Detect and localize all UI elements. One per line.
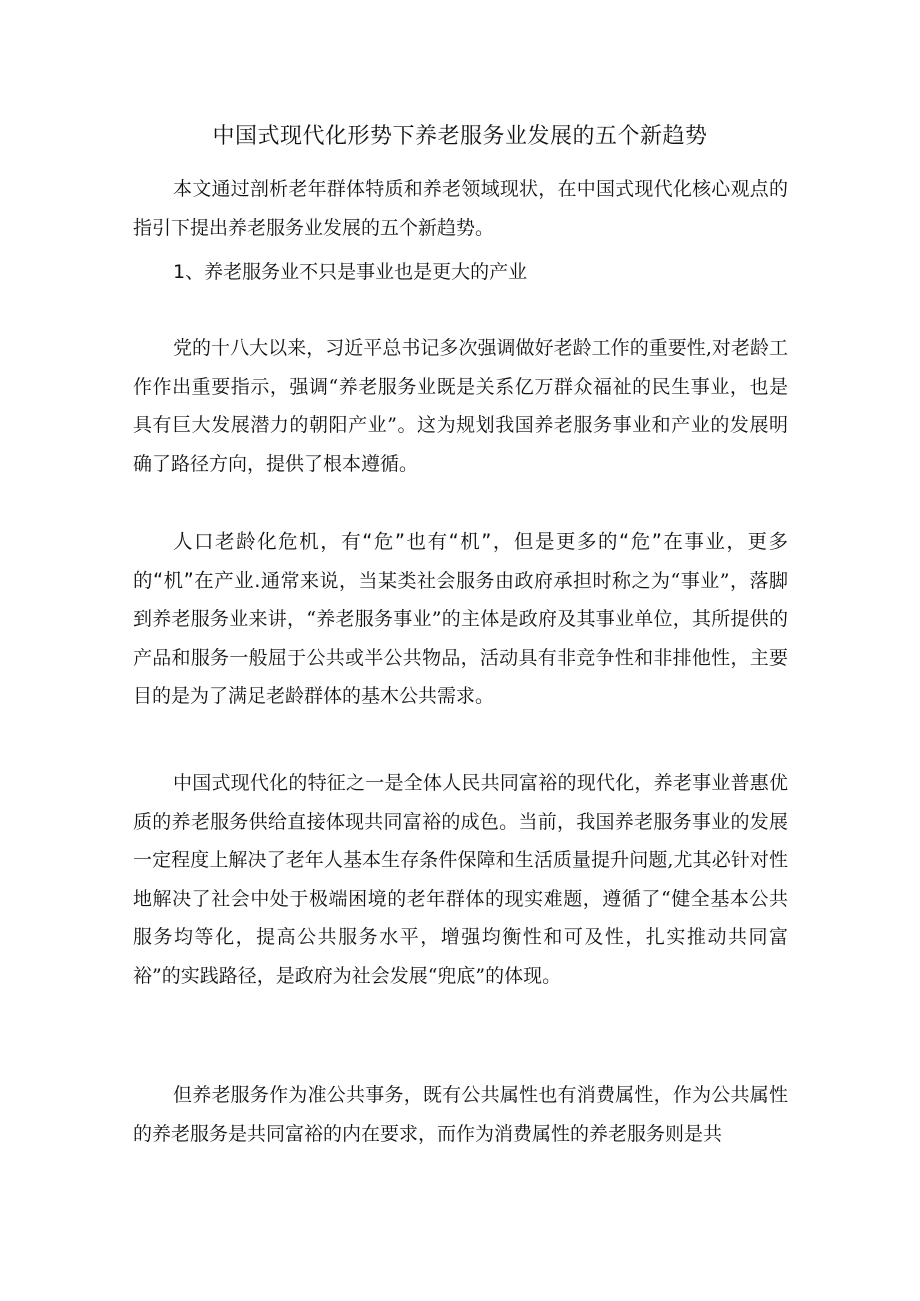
document-title: 中国式现代化形势下养老服务业发展的五个新趋势 <box>212 124 708 149</box>
body-paragraph-1: 党的十八大以来，习近平总书记多次强调做好老龄工作的重要性,对老龄工作作出重要指示，强调“养老服务业既是关系亿万群众福祉的民生事业，也是具有巨大发展潜力的朝阳产业”。这为规划我国养老服务事业和产业的发展明确了路径方向，提供了根本遵循。 <box>133 337 788 475</box>
body-paragraph-3: 中国式现代化的特征之一是全体人民共同富裕的现代化，养老事业普惠优质的养老服务供给直接体现共同富裕的成色。当前，我国养老服务事业的发展一定程度上解决了老年人基本生存条件保障和生活质量提升问题,尤其必针对性地解决了社会中处于极端困境的老年群体的现实难题，遵循了“健全基本公共服务均等化，提高公共服务水平，增强均衡性和可及性，扎实推动共同富裕”的实践路径，是政府为社会发展“兜底”的体现。 <box>133 772 788 987</box>
body-paragraph-2 <box>133 523 788 716</box>
body-paragraph-4: 但养老服务作为准公共事务，既有公共属性也有消费属性，作为公共属性的养老服务是共同富裕的内在要求，而作为消费属性的养老服务则是共 <box>133 1084 788 1145</box>
paragraph-2-lead-sentence: 人口老龄化危机，有“危”也有“机”，但是更多的“危”在事业，更多的“机”在产业. <box>133 530 788 592</box>
intro-paragraph: 本文通过剖析老年群体特质和养老领域现状，在中国式现代化核心观点的指引下提出养老服务业发展的五个新趋势。 <box>133 178 788 239</box>
paragraph-2-rest: 通常来说，当某类社会服务由政府承担时称之为“事业”，落脚到养老服务业来讲，“养老服务事业”的主体是政府及其事业单位，其所提供的产品和服务一般屈于公共或半公共物品，活动具有非竞争性和非排他性，主要目的是为了满足老龄群体的基木公共需求。 <box>133 569 788 707</box>
section-heading-1: 1、养老服务业不只是事业也是更大的产业 <box>173 261 528 283</box>
